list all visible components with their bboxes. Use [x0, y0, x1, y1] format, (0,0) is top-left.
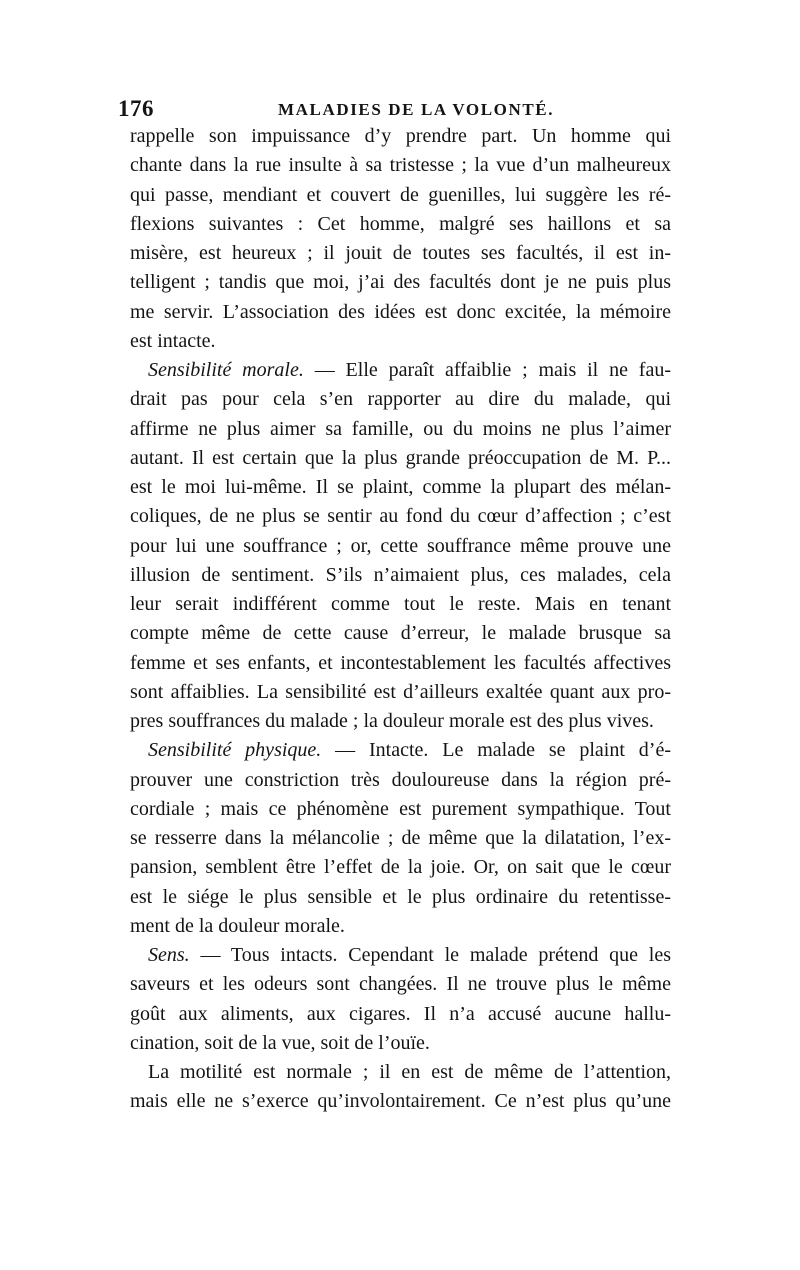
section-heading: Sens. — [148, 944, 190, 966]
line-text: ment de la douleur morale. — [130, 914, 345, 937]
line-text: — Tous intacts. Cependant le malade prétend que les — [189, 944, 671, 966]
text-line — [130, 970, 671, 999]
line-text: prouver une constriction très douloureuse dans la région pré- — [130, 768, 671, 791]
text-line — [130, 736, 671, 765]
text-line — [130, 239, 671, 268]
line-text: saveurs et les odeurs sont changées. Il ne trouve plus le même — [130, 973, 671, 996]
text-line — [130, 766, 671, 795]
text-line — [130, 502, 671, 531]
line-text: coliques, de ne plus se sentir au fond du cœur d’affection ; c’est — [130, 505, 671, 528]
line-text: est le siége le plus sensible et le plus ordinaire du retentisse- — [130, 885, 671, 908]
line-text: est intacte. — [130, 329, 216, 352]
section-heading: Sensibilité physique. — [148, 739, 322, 762]
text-line — [130, 151, 671, 180]
section-heading: Sensibilité morale. — [148, 359, 304, 381]
line-text: telligent ; tandis que moi, j’ai des facultés dont je ne puis plus — [130, 271, 671, 294]
line-text: — Elle paraît affaiblie ; mais il ne fau- — [303, 359, 672, 381]
text-line — [130, 853, 671, 882]
text-line — [130, 561, 671, 590]
text-line — [130, 122, 671, 151]
text-line — [130, 415, 671, 444]
line-text: affirme ne plus aimer sa famille, ou du moins ne plus l’aimer — [130, 417, 671, 440]
text-line — [130, 678, 671, 707]
line-text: flexions suivantes : Cet homme, malgré ses haillons et sa — [130, 212, 671, 235]
text-line — [130, 824, 671, 853]
text-line — [130, 532, 671, 561]
text-line — [130, 1029, 671, 1058]
text-line — [130, 298, 671, 327]
running-title: MALADIES DE LA VOLONTÉ. — [278, 100, 555, 119]
text-line — [130, 1000, 671, 1029]
line-text: sont affaiblies. La sensibilité est d’ailleurs exaltée quant aux pro- — [130, 680, 671, 703]
line-text: pres souffrances du malade ; la douleur morale est des plus vives. — [130, 710, 654, 732]
line-text: La motilité est normale ; il en est de même de l’attention, — [148, 1061, 671, 1083]
page-number: 176 — [118, 96, 154, 121]
line-text: femme et ses enfants, et incontestablement les facultés affectives — [130, 651, 671, 674]
text-line — [130, 327, 671, 356]
text-line — [130, 649, 671, 678]
line-text: cordiale ; mais ce phénomène est purement sympathique. Tout — [130, 797, 671, 820]
line-text: pour lui une souffrance ; or, cette souffrance même prouve une — [130, 534, 671, 557]
text-line — [130, 883, 671, 912]
line-text: goût aux aliments, aux cigares. Il n’a accusé aucune hallu- — [130, 1002, 671, 1025]
line-text: cination, soit de la vue, soit de l’ouïe. — [130, 1031, 430, 1054]
text-line — [130, 356, 671, 385]
line-text: illusion de sentiment. S’ils n’aimaient plus, ces malades, cela — [130, 563, 671, 586]
text-line — [130, 1058, 671, 1087]
text-line — [130, 1087, 671, 1116]
text-line — [130, 707, 671, 736]
line-text: qui passe, mendiant et couvert de guenilles, lui suggère les ré- — [130, 183, 671, 206]
text-line — [130, 795, 671, 824]
line-text: leur serait indifférent comme tout le reste. Mais en tenant — [130, 593, 671, 615]
text-line — [130, 385, 671, 414]
line-text: compte même de cette cause d’erreur, le malade brusque sa — [130, 622, 671, 645]
text-line — [130, 210, 671, 239]
line-text: est le moi lui-même. Il se plaint, comme la plupart des mélan- — [130, 476, 671, 498]
text-line — [130, 181, 671, 210]
body-text — [130, 122, 671, 1117]
line-text: me servir. L’association des idées est donc excitée, la mémoire — [130, 300, 671, 323]
line-text: chante dans la rue insulte à sa tristesse ; la vue d’un malheureux — [130, 154, 671, 177]
text-line — [130, 619, 671, 648]
text-line — [130, 590, 671, 619]
line-text: se resserre dans la mélancolie ; de même que la dilatation, l’ex- — [130, 827, 671, 849]
text-line — [130, 444, 671, 473]
line-text: — Intacte. Le malade se plaint d’é- — [321, 739, 671, 762]
text-line — [130, 473, 671, 502]
line-text: pansion, semblent être l’effet de la joie. Or, on sait que le cœur — [130, 856, 671, 879]
line-text: drait pas pour cela s’en rapporter au dire du malade, qui — [130, 388, 671, 411]
line-text: autant. Il est certain que la plus grande préoccupation de M. P... — [130, 446, 671, 469]
text-line — [130, 268, 671, 297]
text-line — [130, 941, 671, 970]
text-line — [130, 912, 671, 941]
line-text: misère, est heureux ; il jouit de toutes ses facultés, il est in- — [130, 242, 671, 264]
line-text: rappelle son impuissance d’y prendre part. Un homme qui — [130, 125, 671, 147]
line-text: mais elle ne s’exerce qu’involontairement. Ce n’est plus qu’une — [130, 1090, 671, 1113]
